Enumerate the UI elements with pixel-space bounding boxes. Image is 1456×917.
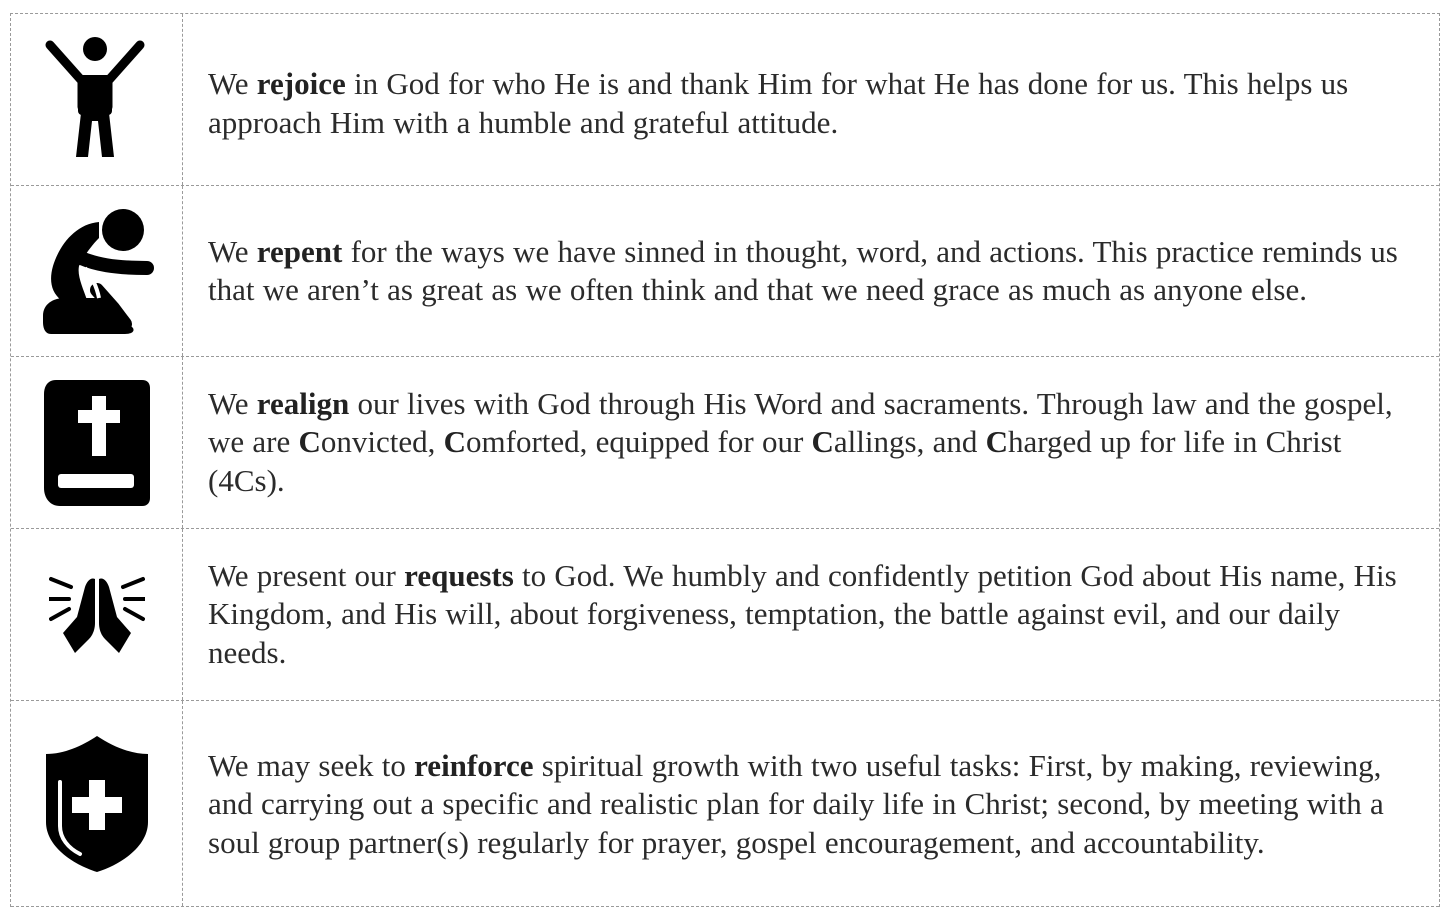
icon-cell <box>11 529 183 700</box>
body-text: onvicted, <box>320 424 444 460</box>
emphasis-text: reinforce <box>414 747 534 783</box>
kneeling-person-icon <box>37 208 157 334</box>
body-text: We <box>208 233 257 269</box>
body-text: We <box>208 66 257 101</box>
icon-cell <box>11 186 183 356</box>
row-text <box>208 557 1415 673</box>
body-text: spiritual growth with two useful tasks: First, by making, reviewing, and carrying out a specific and realistic plan for daily life in Christ; second, by meeting with a soul group partner(s) regularly for prayer, gospel encouragement, and accountability. <box>208 747 1384 860</box>
emphasis-text: repent <box>256 233 343 269</box>
shield-cross-icon <box>42 734 152 874</box>
emphasis-text: C <box>985 424 1008 460</box>
emphasis-text: realign <box>256 385 350 421</box>
text-cell <box>183 357 1439 528</box>
table-row-repent <box>11 186 1439 357</box>
emphasis-text: requests <box>404 557 514 593</box>
bible-icon <box>42 380 152 506</box>
body-text: in God for who He is and thank Him for what He has done for us. This helps us approach Him with a humble and grateful attitude. <box>208 66 1349 140</box>
table-row-requests <box>11 529 1439 701</box>
row-text <box>208 233 1415 310</box>
practices-table <box>10 13 1440 907</box>
body-text: We <box>208 385 257 421</box>
row-text <box>208 747 1415 863</box>
praying-hands-icon <box>49 573 145 657</box>
icon-cell <box>11 701 183 906</box>
rejoicing-person-icon <box>42 35 152 165</box>
body-text: We may seek to <box>208 747 415 783</box>
emphasis-text: rejoice <box>256 66 346 101</box>
body-text: our lives with God through His Word and sacraments. Through law and the gospel, we are <box>208 385 1393 460</box>
icon-cell <box>11 14 183 185</box>
body-text: omforted, equipped for our <box>466 424 812 460</box>
text-cell <box>183 186 1439 356</box>
icon-cell <box>11 357 183 528</box>
row-text <box>208 385 1415 501</box>
body-text: harged up for life in Christ (4Cs). <box>208 424 1342 498</box>
body-text: for the ways we have sinned in thought, word, and actions. This practice reminds us that we aren’t as great as we often think and that we need grace as much as anyone else. <box>208 233 1398 307</box>
body-text: to God. We humbly and confidently petition God about His name, His Kingdom, and His will, about forgiveness, temptation, the battle against evil, and our daily needs. <box>208 557 1397 670</box>
text-cell <box>183 14 1439 185</box>
table-row-realign <box>11 357 1439 529</box>
row-text <box>208 65 1415 142</box>
body-text: allings, and <box>833 424 986 460</box>
emphasis-text: C <box>298 424 321 460</box>
text-cell <box>183 529 1439 700</box>
table-row-reinforce <box>11 701 1439 907</box>
text-cell <box>183 701 1439 906</box>
body-text: We present our <box>208 557 405 593</box>
emphasis-text: C <box>443 424 467 460</box>
table-row-rejoice <box>11 14 1439 186</box>
emphasis-text: C <box>811 424 834 460</box>
